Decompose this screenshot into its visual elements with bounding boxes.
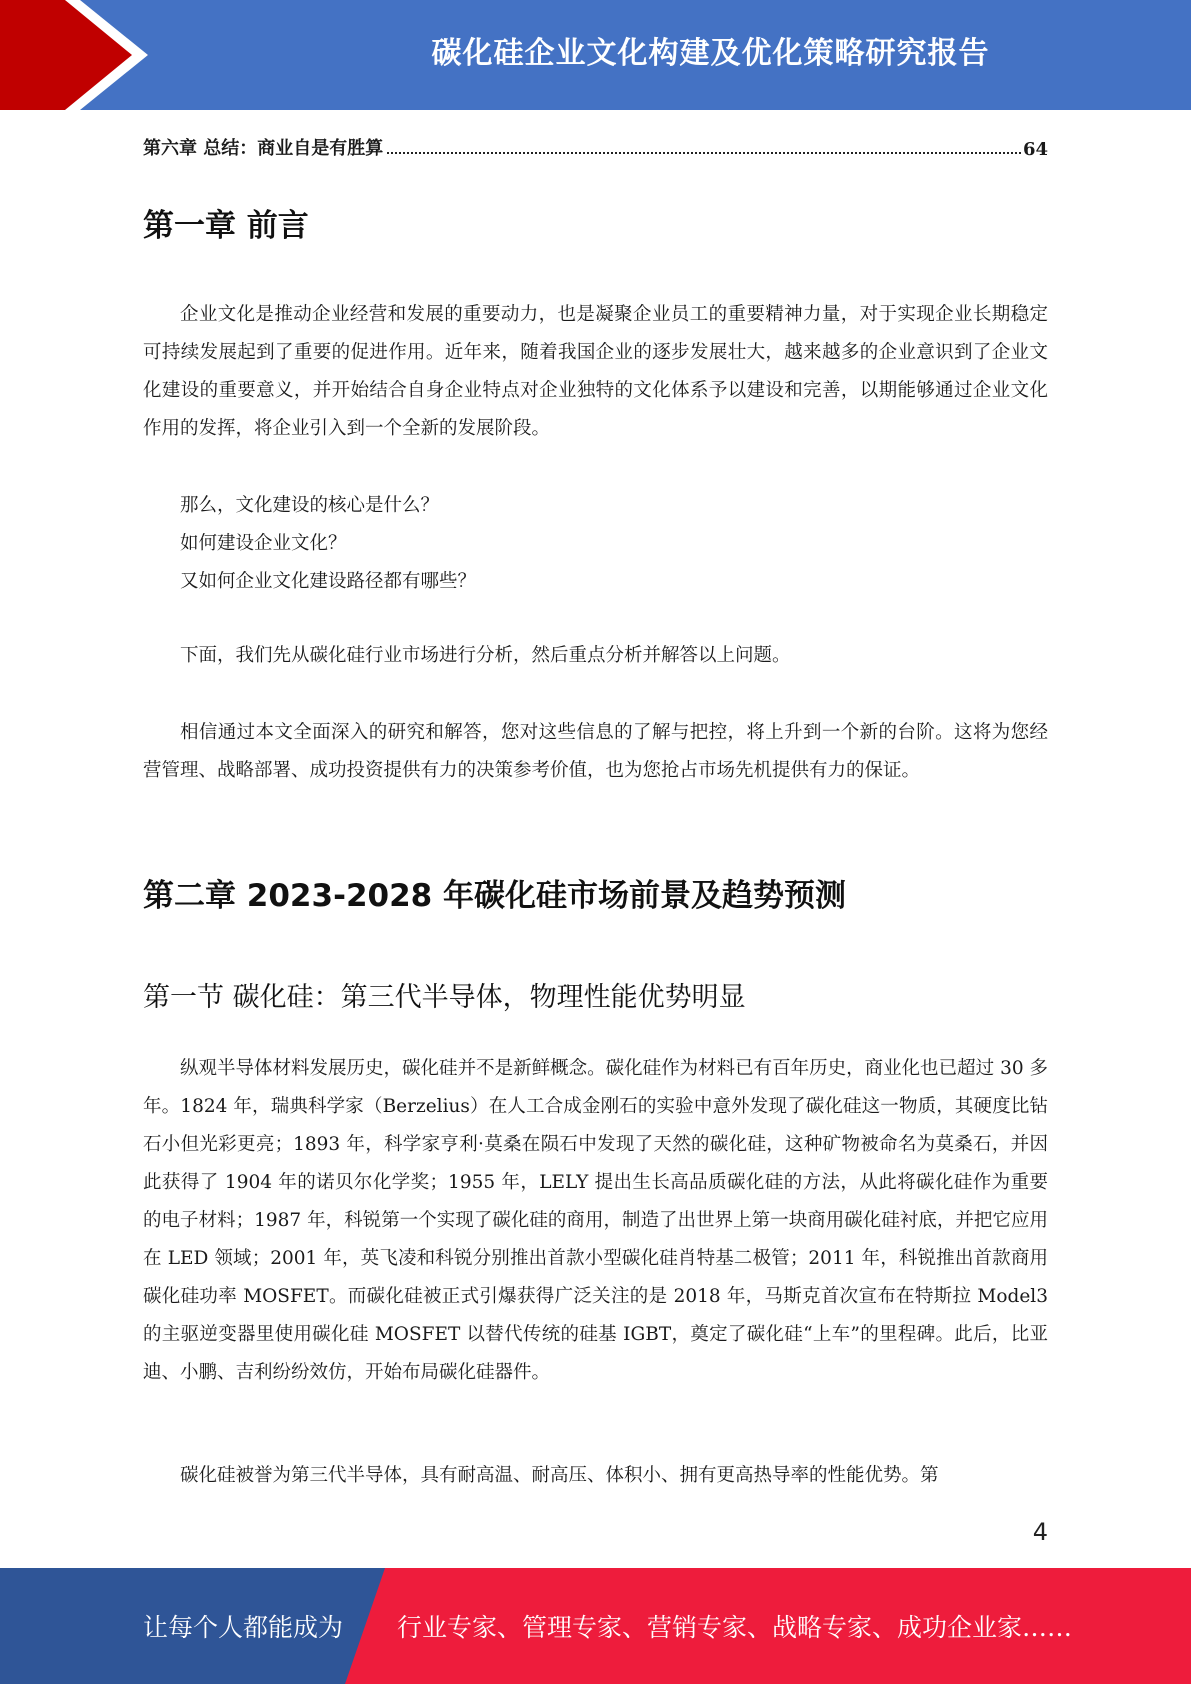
chapter-2-paragraph-2: 碳化硅被誉为第三代半导体，具有耐高温、耐高压、体积小、拥有更高热导率的性能优势。第	[180, 1465, 939, 1486]
page-number: 4	[1032, 1518, 1048, 1546]
header-arrow-decoration	[0, 0, 160, 110]
chapter-1-paragraph-2: 下面，我们先从碳化硅行业市场进行分析，然后重点分析并解答以上问题。	[180, 645, 791, 666]
chapter-2-heading: 第二章 2023-2028 年碳化硅市场前景及趋势预测	[143, 878, 847, 914]
footer-slogan-right: 行业专家、管理专家、营销专家、战略专家、成功企业家……	[397, 1613, 1073, 1642]
report-title: 碳化硅企业文化构建及优化策略研究报告	[431, 36, 990, 71]
chapter-1-paragraph-1: 企业文化是推动企业经营和发展的重要动力，也是凝聚企业员工的重要精神力量，对于实现企业长期稳定可持续发展起到了重要的促进作用。近年来，随着我国企业的逐步发展壮大，越来越多的企业意识到了企业文化建设的重要意义，并开始结合自身企业特点对企业独特的文化体系予以建设和完善，以期能够通过企业文化作用的发挥，将企业引入到一个全新的发展阶段。	[143, 304, 1048, 439]
page-footer	[0, 1568, 1191, 1684]
toc-dot-leader	[387, 151, 1021, 154]
toc-entry-text: 第六章 总结：商业自是有胜算	[143, 138, 384, 159]
toc-entry-page: 64	[1022, 139, 1048, 160]
chapter-2-paragraph-1: 纵观半导体材料发展历史，碳化硅并不是新鲜概念。碳化硅作为材料已有百年历史，商业化也已超过 30 多年。1824 年，瑞典科学家（Berzelius）在人工合成金刚石的实验中意外发现了碳化硅这一物质，其硬度比钻石小但光彩更亮；1893 年，科学家亨利·莫桑在陨石中发现了天然的碳化硅，这种矿物被命名为莫桑石，并因此获得了 1904 年的诺贝尔化学奖；1955 年，LELY 提出生长高品质碳化硅的方法，从此将碳化硅作为重要的电子材料；1987 年，科锐第一个实现了碳化硅的商用，制造了出世界上第一块商用碳化硅衬底，并把它应用在 LED 领域；2001 年，英飞凌和科锐分别推出首款小型碳化硅肖特基二极管；2011 年，科锐推出首款商用碳化硅功率 MOSFET。而碳化硅被正式引爆获得广泛关注的是 2018 年，马斯克首次宣布在特斯拉 Model3 的主驱逆变器里使用碳化硅 MOSFET 以替代传统的硅基 IGBT，奠定了碳化硅“上车”的里程碑。此后，比亚迪、小鹏、吉利纷纷效仿，开始布局碳化硅器件。	[143, 1058, 1048, 1383]
question-1: 那么，文化建设的核心是什么？	[180, 495, 440, 516]
chapter-1-heading: 第一章 前言	[143, 208, 309, 244]
chapter-1-paragraph-3: 相信通过本文全面深入的研究和解答，您对这些信息的了解与把控，将上升到一个新的台阶。这将为您经营管理、战略部署、成功投资提供有力的决策参考价值，也为您抢占市场先机提供有力的保证。	[143, 722, 1048, 781]
question-3: 又如何企业文化建设路径都有哪些？	[180, 571, 477, 592]
toc-entry[interactable]	[143, 130, 1048, 160]
section-1-heading: 第一节 碳化硅：第三代半导体，物理性能优势明显	[143, 982, 746, 1013]
question-2: 如何建设企业文化？	[180, 533, 347, 554]
footer-slogan-left: 让每个人都能成为	[143, 1613, 344, 1642]
page-header	[0, 0, 1191, 110]
